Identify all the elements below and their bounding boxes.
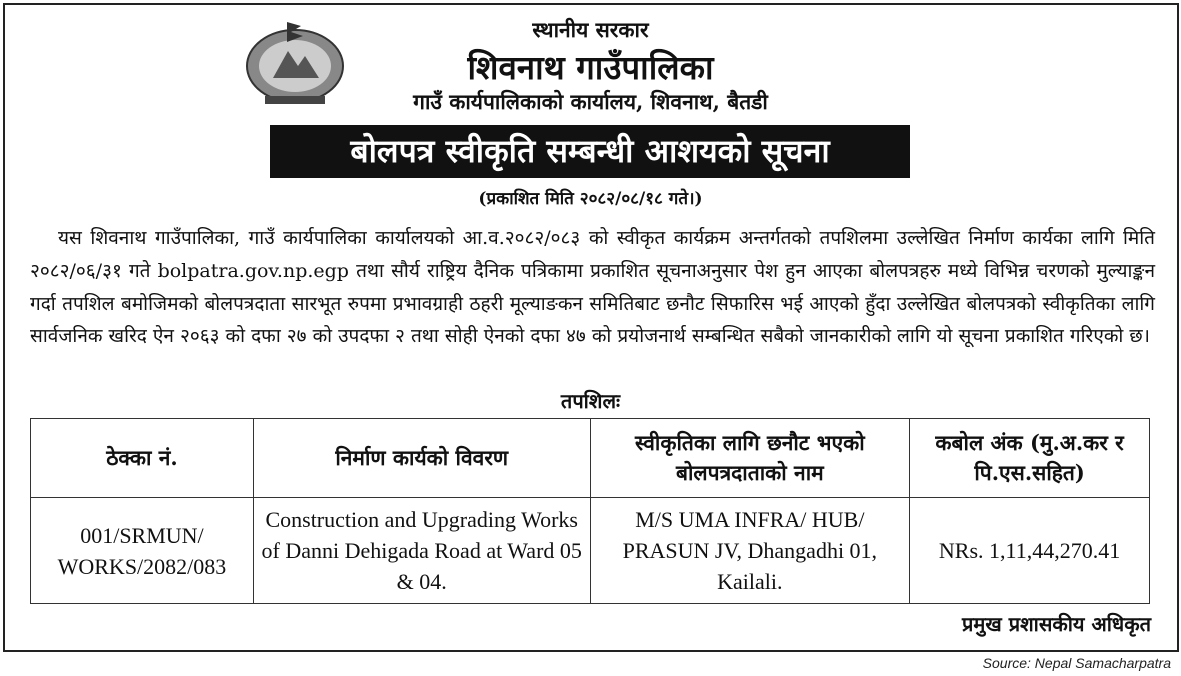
bid-table bbox=[30, 418, 1150, 604]
table-row bbox=[31, 498, 1150, 604]
header-contract-no: ठेक्का नं. bbox=[31, 419, 254, 498]
header-work-description: निर्माण कार्यको विवरण bbox=[253, 419, 590, 498]
work-description: Construction and Upgrading Works of Danni Dehigada Road at Ward 05 & 04. bbox=[253, 498, 590, 604]
notice-paragraph: यस शिवनाथ गाउँपालिका, गाउँ कार्यपालिका कार्यालयको आ.व.२०८२/०८३ को स्वीकृत कार्यक्रम अन्तर्गतको तपशिलमा उल्लेखित निर्माण कार्यका लागि मिति २०८२/०६/३१ गते bolpatra.gov.np.egp तथा सौर्य राष्ट्रिय दैनिक पत्रिकामा प्रकाशित सूचनाअनुसार पेश हुन आएका बोलपत्रहरु मध्ये विभिन्न चरणको मुल्याङ्कन गर्दा तपशिल बमोजिमको बोलपत्रदाता सारभूत रुपमा प्रभावग्राही ठहरी मूल्याङकन समितिबाट छनौट सिफारिस भई आएको हुँदा उल्लेखित बोलपत्रको स्वीकृतिका लागि सार्वजनिक खरिद ऐन २०६३ को दफा २७ को उपदफा २ तथा सोही ऐनको दफा ४७ को प्रयोजनार्थ सम्बन्धित सबैको जानकारीको लागि यो सूचना प्रकाशित गरिएको छ। bbox=[30, 227, 1155, 348]
table-header-row bbox=[31, 419, 1150, 498]
bid-amount: NRs. 1,11,44,270.41 bbox=[910, 498, 1150, 604]
notice-title: बोलपत्र स्वीकृति सम्बन्धी आशयको सूचना bbox=[270, 125, 910, 178]
government-level: स्थानीय सरकार bbox=[532, 17, 649, 42]
source-credit: Source: Nepal Samacharpatra bbox=[982, 655, 1171, 671]
municipality-name: शिवनाथ गाउँपालिका bbox=[467, 48, 714, 87]
published-date: (प्रकाशित मिति २०८२/०८/१८ गते।) bbox=[478, 189, 703, 209]
signature-title: प्रमुख प्रशासकीय अधिकृत bbox=[962, 612, 1151, 636]
schedule-label: तपशिलः bbox=[560, 389, 621, 413]
header-bidder-name: स्वीकृतिका लागि छनौट भएको बोलपत्रदाताको नाम bbox=[590, 419, 910, 498]
bidder-name: M/S UMA INFRA/ HUB/ PRASUN JV, Dhangadhi 01, Kailali. bbox=[590, 498, 910, 604]
contract-no: 001/SRMUN/ WORKS/2082/083 bbox=[31, 498, 254, 604]
header-bid-amount: कबोल अंक (मु.अ.कर र पि.एस.सहित) bbox=[910, 419, 1150, 498]
office-name: गाउँ कार्यपालिकाको कार्यालय, शिवनाथ, बैतडी bbox=[413, 89, 768, 114]
